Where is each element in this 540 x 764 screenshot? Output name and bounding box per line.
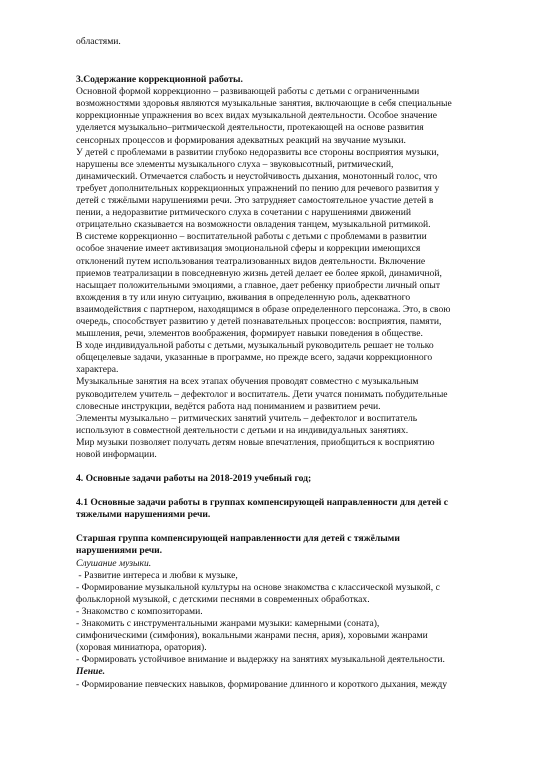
paragraph-line: динамический. Отмечается слабость и неустойчивость дыхания, монотонный голос, что	[76, 170, 438, 182]
paragraph-line: очередь, способствует развитию у детей познавательных процессов: восприятия, памяти,	[76, 315, 442, 327]
paragraph-line: сенсорных процессов и формирования адекватных реакций на звучание музыки.	[76, 134, 406, 146]
paragraph-line: вхождения в ту или иную ситуацию, вживания в определенную роль, адекватного	[76, 291, 411, 303]
paragraph-line: приемов театрализации в повседневную жизнь детей делает ее более яркой, динамичной,	[76, 267, 442, 279]
list-item: - Формирование певческих навыков, формирование длинного и короткого дыхания, между	[76, 678, 448, 690]
section-3-heading: 3.Содержание коррекционной работы.	[76, 74, 243, 86]
paragraph-line: отрицательно сказывается на возможности овладения танцем, музыкальной ритмикой.	[76, 219, 431, 231]
senior-group-heading: Старшая группа компенсирующей направленности для детей с тяжёлыми	[76, 533, 400, 545]
list-item: фольклорной музыкой, с детскими песнями в современных обработках.	[76, 593, 370, 605]
paragraph-line: В ходе индивидуальной работы с детьми, музыкальный руководитель решает не только	[76, 340, 434, 352]
section-4-heading: 4. Основные задачи работы на 2018-2019 учебный год;	[76, 473, 312, 485]
paragraph-line: Мир музыки позволяет получать детям новые впечатления, приобщиться к восприятию	[76, 436, 435, 448]
list-item: - Знакомить с инструментальными жанрами музыки: камерными (соната),	[76, 618, 380, 630]
paragraph-line: нарушены все элементы музыкального слуха – звуковысотный, ритмический,	[76, 158, 394, 170]
paragraph-line: используют в совместной деятельности с детьми и на индивидуальных занятиях.	[76, 424, 409, 436]
paragraph-line: уделяется музыкально–ритмической деятельности, протекающей на основе развития	[76, 122, 424, 134]
paragraph-line: Основной формой коррекционно – развивающей работы с детьми с ограниченными	[76, 86, 420, 98]
spacer	[76, 461, 506, 473]
paragraph-line: словесные инструкции, ведётся работа над пониманием и развитием речи.	[76, 400, 381, 412]
paragraph-line: новой информации.	[76, 449, 157, 460]
paragraph-line: особое значение имеет активизация эмоциональной сферы и коррекции имеющихся	[76, 243, 421, 255]
list-item: симфоническими (симфония), вокальными жанрами песня, ария), хоровыми жанрами	[76, 630, 428, 642]
paragraph-line: возможностями здоровья являются музыкальные занятия, включающие в себя специальные	[76, 98, 452, 110]
paragraph-line: требует дополнительных коррекционных упражнений по пению для речевого развития у	[76, 182, 440, 194]
paragraph-line: пении, а недоразвитие ритмического слуха в сочетании с нарушениями движений	[76, 207, 411, 219]
spacer	[76, 485, 506, 497]
paragraph-line: взаимодействия с партнером, находящимся в образе определенного персонажа. Это, в свою	[76, 303, 451, 315]
section-4-1-heading: тяжелыми нарушениями речи.	[76, 509, 211, 521]
paragraph-line: коррекционные упражнения во всех видах музыкальной деятельности. Особое значение	[76, 110, 437, 122]
document-page	[76, 36, 506, 691]
spacer	[76, 48, 506, 74]
list-item: - Развитие интереса и любви к музыке,	[76, 569, 238, 581]
top-fragment: областями.	[76, 36, 121, 47]
senior-group-heading: нарушениями речи.	[76, 545, 163, 557]
paragraph-line: У детей с проблемами в развитии глубоко недоразвиты все стороны восприятия музыки,	[76, 146, 439, 158]
paragraph-line: общецелевые задачи, указанные в программе, но прежде всего, задачи коррекционного	[76, 352, 433, 364]
paragraph-line: руководителем учитель – дефектолог и воспитатель. Дети учатся понимать побудительные	[76, 388, 448, 400]
paragraph-line: отклонений путем использования театрализованных видов деятельности. Включение	[76, 255, 426, 267]
listening-label: Слушание музыки.	[76, 557, 152, 569]
section-4-1-heading: 4.1 Основные задачи работы в группах компенсирующей направленности для детей с	[76, 497, 449, 509]
paragraph-line: В системе коррекционно – воспитательной работы с детьми с проблемами в развитии	[76, 231, 427, 243]
listening-list	[76, 570, 506, 667]
list-item: - Формировать устойчивое внимание и выдержку на занятиях музыкальной деятельности.	[76, 654, 445, 666]
paragraph-line: мышления, речи, элементов воображения, формирует навыки поведения в обществе.	[76, 328, 423, 340]
paragraph-line: характера.	[76, 364, 119, 376]
paragraph-line: детей с тяжёлыми нарушениями речи. Это затрудняет самостоятельное участие детей в	[76, 195, 434, 207]
paragraph-line: Музыкальные занятия на всех этапах обучения проводят совместно с музыкальным	[76, 376, 419, 388]
singing-label: Пение.	[76, 666, 106, 678]
spacer	[76, 521, 506, 533]
paragraph-line: Элементы музыкально – ритмических занятий учитель – дефектолог и воспитатель	[76, 412, 418, 424]
list-item: - Формирование музыкальной культуры на основе знакомства с классической музыкой, с	[76, 581, 440, 593]
section-3-body	[76, 86, 506, 461]
list-item: - Знакомство с композиторами.	[76, 605, 203, 617]
paragraph-line: насыщает положительными эмоциями, а главное, дает ребенку приобрести личный опыт	[76, 279, 441, 291]
list-item: (хоровая миниатюра, оратория).	[76, 642, 207, 654]
